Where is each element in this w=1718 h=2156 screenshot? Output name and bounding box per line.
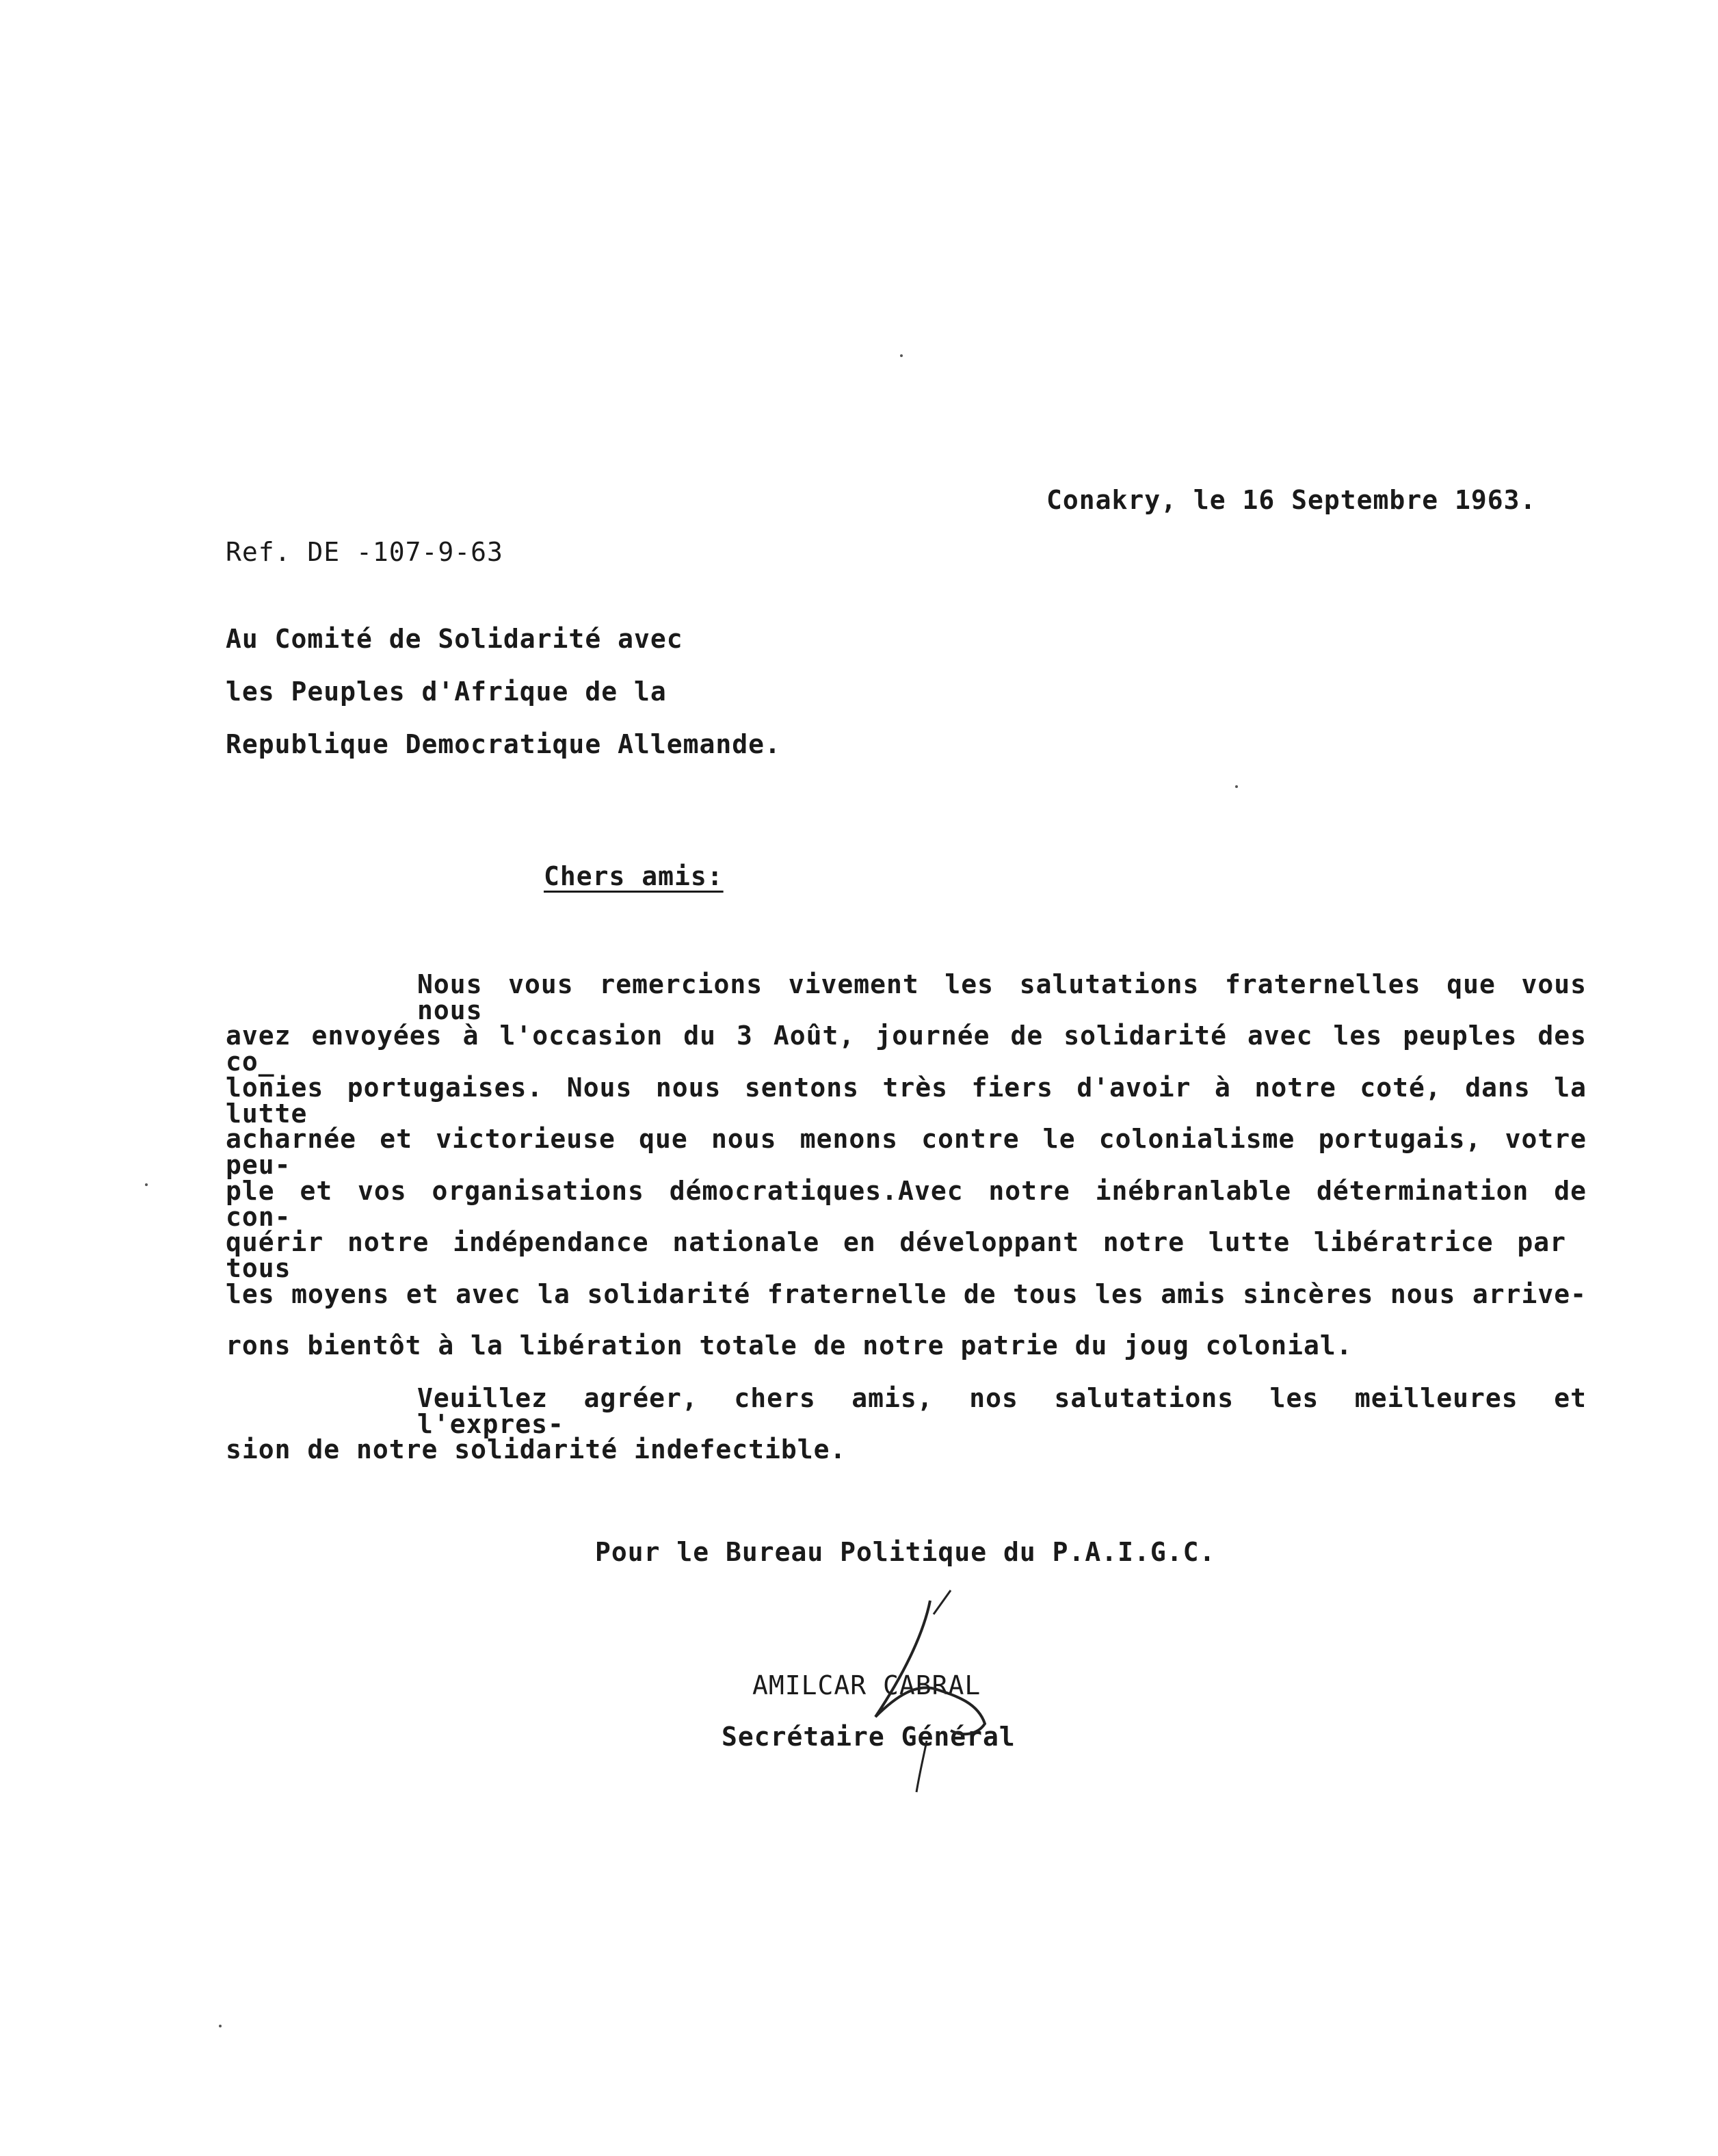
body-line-1: Nous vous remercions vivement les salutations fraternelles que vous nous [417, 969, 1587, 1025]
recipient-line-1: Au Comité de Solidarité avec [226, 624, 683, 654]
closing-line-1: Veuillez agréer, chers amis, nos salutations les meilleures et l'expres- [417, 1383, 1587, 1439]
paper-speck [145, 1183, 148, 1186]
body-line-7: les moyens et avec la solidarité fraternelle de tous les amis sincères nous arrive- [226, 1279, 1587, 1309]
body-line-5: ple et vos organisations démocratiques.Avec notre inébranlable détermination de con- [226, 1176, 1587, 1232]
letter-date: Conakry, le 16 Septembre 1963. [1046, 485, 1537, 515]
paper-speck [900, 354, 903, 357]
closing-signoff: Pour le Bureau Politique du P.A.I.G.C. [595, 1537, 1216, 1567]
handwritten-signature [848, 1587, 1012, 1806]
body-line-3: lonies portugaises. Nous nous sentons très fiers d'avoir à notre coté, dans la lutte [226, 1073, 1587, 1129]
body-line-2: avez envoyées à l'occasion du 3 Août, journée de solidarité avec les peuples des co_ [226, 1021, 1587, 1077]
recipient-line-3: Republique Democratique Allemande. [226, 729, 781, 759]
recipient-line-2: les Peuples d'Afrique de la [226, 676, 667, 707]
closing-line-2: sion de notre solidarité indefectible. [226, 1434, 847, 1464]
signatory-name: AMILCAR CABRAL [752, 1670, 981, 1700]
body-line-8: rons bientôt à la libération totale de notre patrie du joug colonial. [226, 1330, 1353, 1360]
paper-speck [1235, 785, 1238, 788]
body-line-4: acharnée et victorieuse que nous menons contre le colonialisme portugais, votre peu- [226, 1124, 1587, 1180]
greeting: Chers amis: [544, 861, 724, 891]
paper-speck [219, 2025, 222, 2027]
signatory-title: Secrétaire Général [722, 1722, 1016, 1752]
reference-number: Ref. DE -107-9-63 [226, 537, 503, 567]
body-line-6: quérir notre indépendance nationale en développant notre lutte libératrice par tous [226, 1227, 1566, 1283]
